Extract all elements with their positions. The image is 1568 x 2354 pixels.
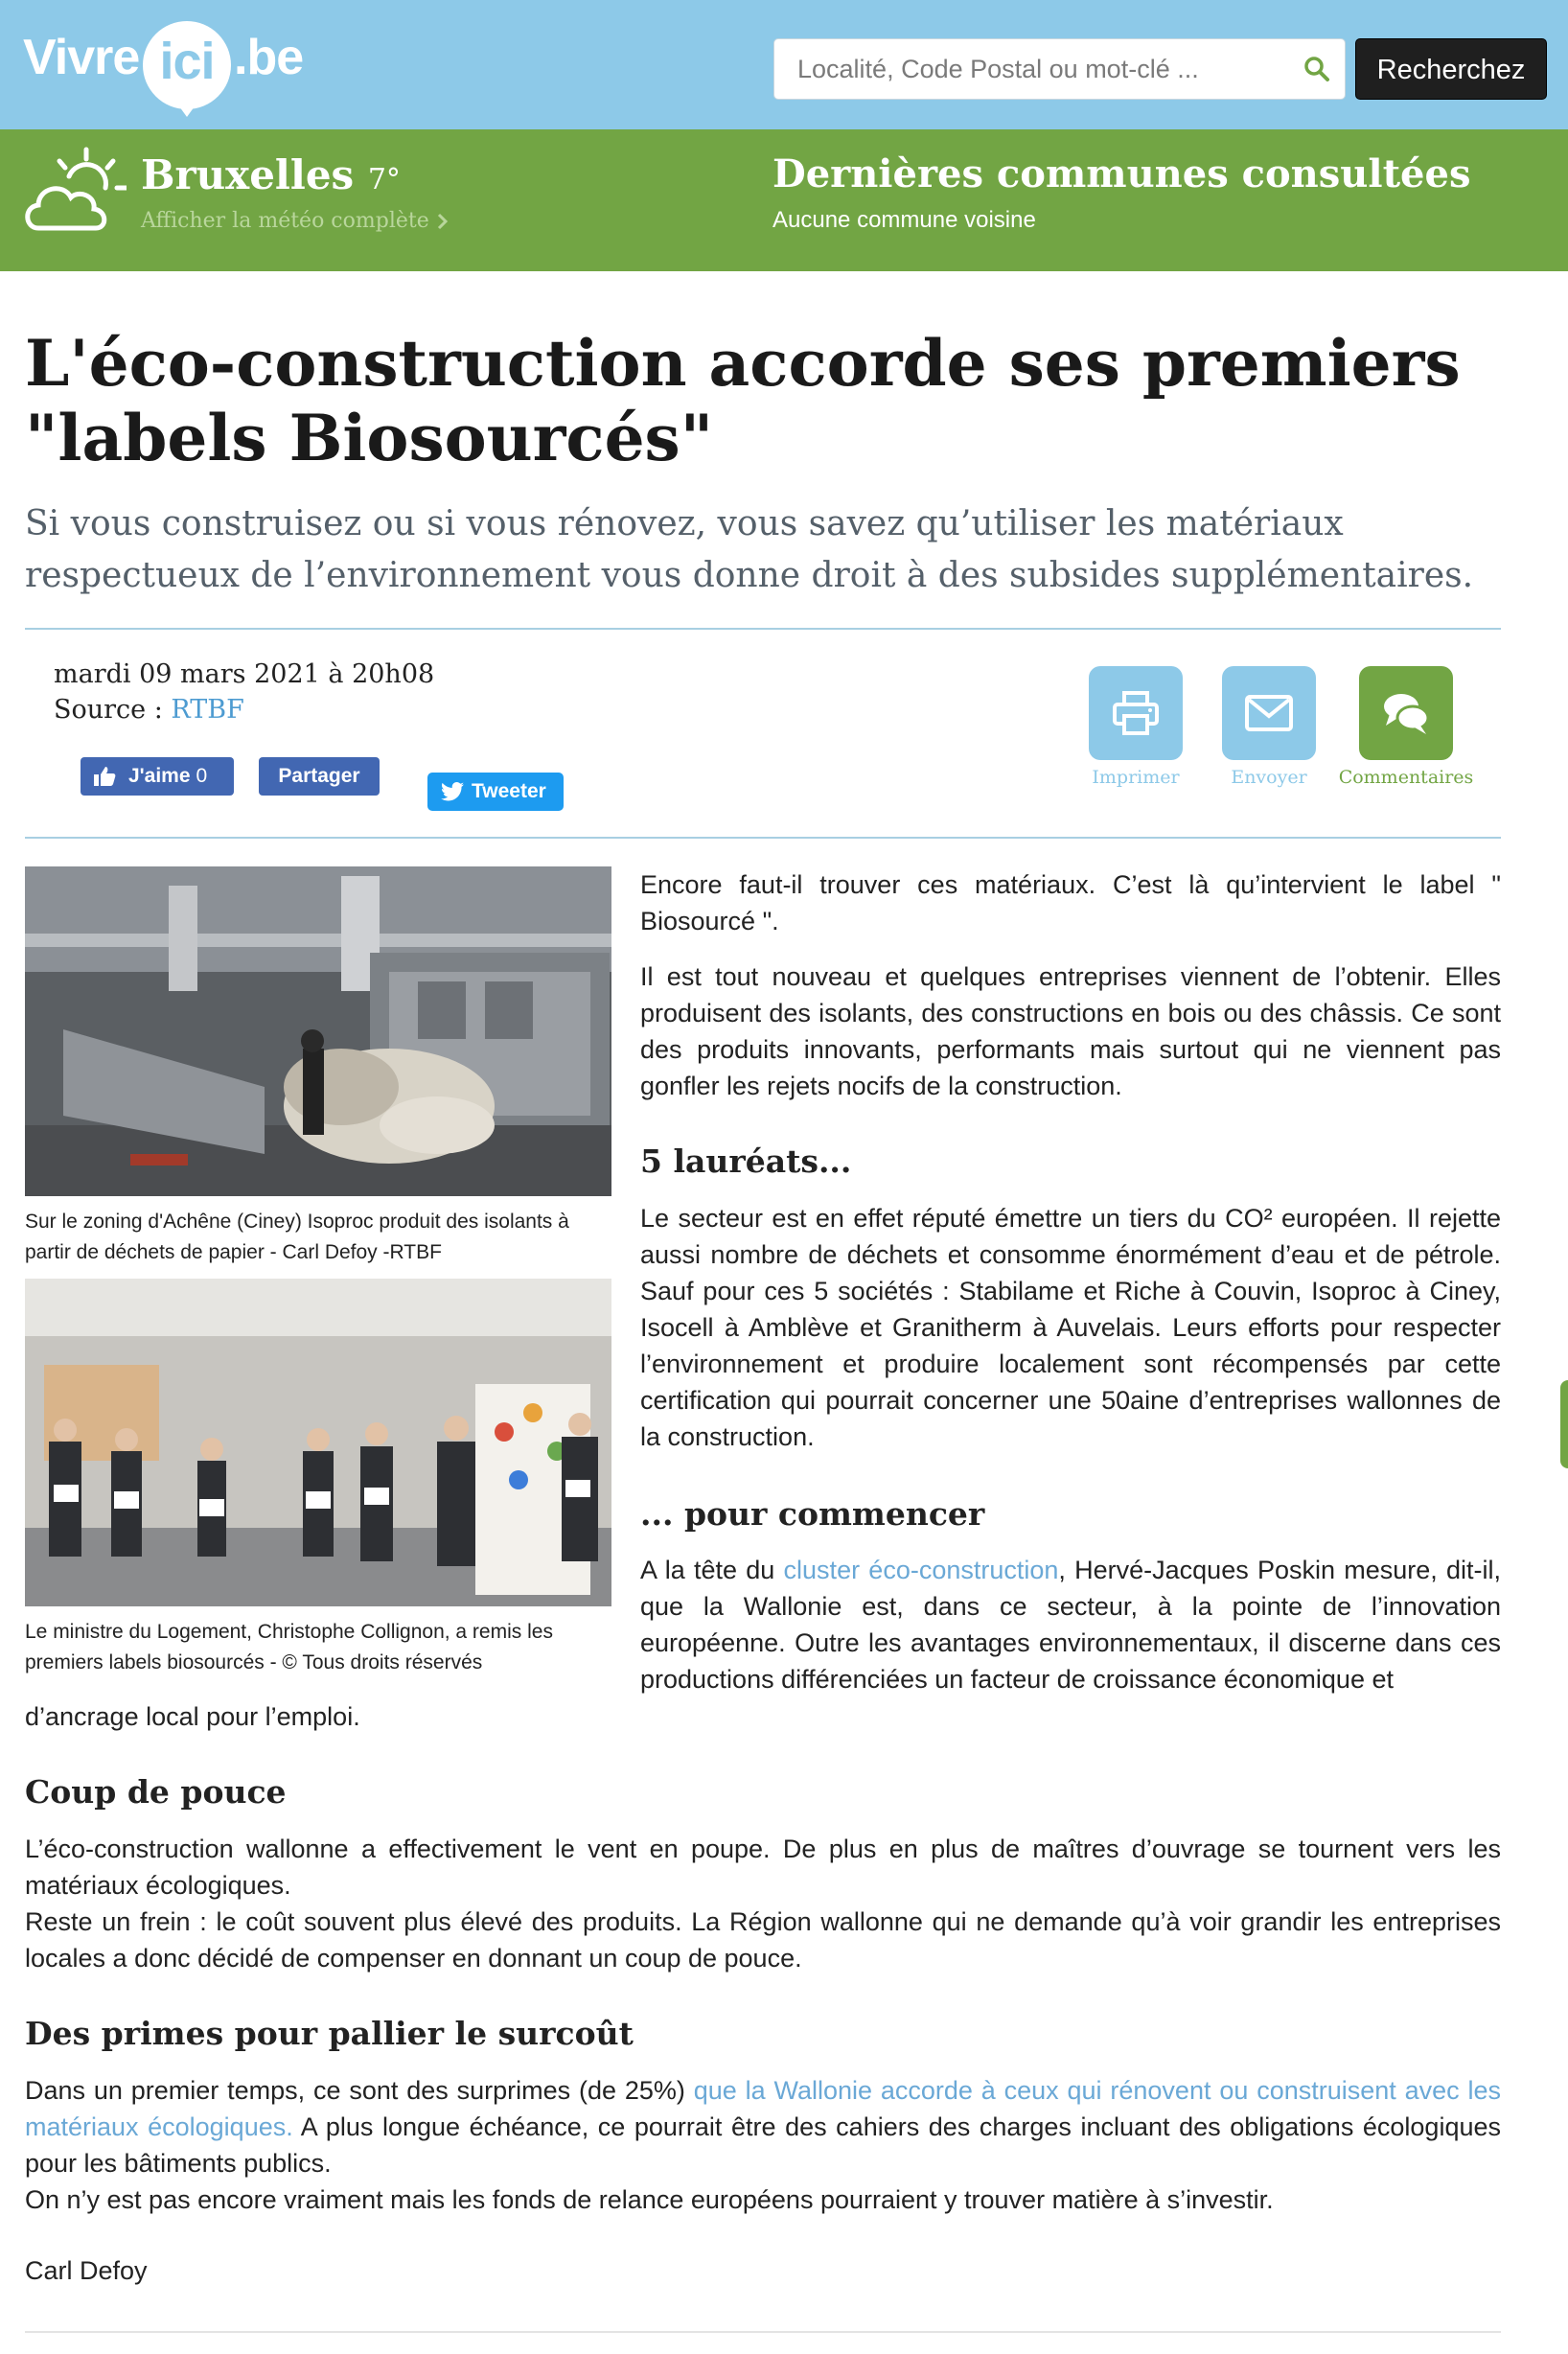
side-feedback-tab[interactable] bbox=[1560, 1380, 1568, 1468]
photo-award-ceremony[interactable] bbox=[25, 1279, 611, 1606]
print-button[interactable] bbox=[1089, 666, 1183, 760]
comments-label[interactable]: Commentaires bbox=[1338, 767, 1474, 788]
paragraph-1: Encore faut-il trouver ces matériaux. C’est là qu’intervient le label " Biosourcé ". bbox=[640, 870, 1501, 935]
figure-2 bbox=[25, 1279, 611, 1678]
p4-before: A la tête du bbox=[640, 1556, 784, 1584]
paragraph-6b: On n’y est pas encore vraiment mais les fonds de relance européens pourraient y trouver matière à s’investir. bbox=[25, 2185, 1274, 2214]
heading-pour-commencer: ... pour commencer bbox=[640, 1495, 985, 1533]
p4-after: , Hervé-Jacques Poskin mesure, dit-il, que la Wallonie est, dans ce secteur, à la pointe de l’innovation européenne. Outre les avantages environnementaux, il discerne dans ces productions différenciées un facteur de croissance économique et bbox=[640, 1556, 1501, 1694]
article-author: Carl Defoy bbox=[25, 2256, 148, 2285]
article-date: mardi 09 mars 2021 à 20h08 bbox=[54, 659, 435, 689]
send-button[interactable] bbox=[1222, 666, 1316, 760]
like-label: J'aime bbox=[128, 765, 191, 787]
article-title: L'éco-construction accorde ses premiers "labels Biosourcés" bbox=[25, 326, 1461, 475]
tweet-label: Tweeter bbox=[472, 780, 546, 802]
paragraph-3: Le secteur est en effet réputé émettre un tiers du CO² européen. Il rejette aussi nombre de déchets et consomme énormément d’eau et de pétrole. Sauf pour ces 5 sociétés : Stabilame et Riche à Couvin, Isoproc à Ciney, Isocell à Amblève et Granitherm à Auvelais. Leurs efforts pour respecter l’environnement et produire localement sont récompensés par cette certification qui pourrait concerner une 50aine d’entreprises wallonnes de la construction. bbox=[640, 1204, 1501, 1451]
cluster-eco-construction-link[interactable]: cluster éco-construction bbox=[783, 1556, 1059, 1584]
send-label[interactable]: Envoyer bbox=[1231, 767, 1307, 788]
search-input[interactable] bbox=[774, 39, 1273, 99]
logo-be: .be bbox=[234, 30, 304, 85]
article-lead: Si vous construisez ou si vous rénovez, vous savez qu’utiliser les matériaux respectueux de l’environnement vous donne droit à des subsides supplémentaires. bbox=[25, 504, 1474, 595]
meteo-link-label: Afficher la météo complète bbox=[141, 209, 429, 233]
p6-after: A plus longue échéance, ce pourrait être des cahiers des charges incluant des obligations écologiques pour les bâtiments publics. bbox=[25, 2112, 1501, 2178]
divider-top bbox=[25, 628, 1501, 630]
paragraph-5a: L’éco-construction wallonne a effectivement le vent en poupe. De plus en plus de maîtres d’ouvrage se tournent vers les matériaux écologiques. bbox=[25, 1835, 1501, 1900]
comments-icon bbox=[1382, 689, 1430, 737]
paragraph-6 bbox=[25, 2072, 1501, 2181]
p6-before: Dans un premier temps, ce sont des surprimes (de 25%) bbox=[25, 2076, 694, 2105]
figure-2-caption: Le ministre du Logement, Christophe Collignon, a remis les premiers labels biosourcés - © Tous droits réservés bbox=[25, 1621, 553, 1673]
twitter-bird-icon bbox=[441, 782, 464, 801]
meteo-link[interactable] bbox=[141, 209, 450, 233]
city-name: Bruxelles bbox=[141, 151, 355, 198]
source-link[interactable]: RTBF bbox=[171, 695, 244, 725]
figure-1 bbox=[25, 866, 611, 1268]
paragraph-5b: Reste un frein : le coût souvent plus élevé des produits. La Région wallonne qui ne demande qu’à voir grandir les entreprises locales a donc décidé de compenser en donnant un coup de pouce. bbox=[25, 1907, 1501, 1973]
logo-vivre: Vivre bbox=[23, 30, 140, 85]
temperature: 7° bbox=[367, 163, 401, 196]
like-count: 0 bbox=[196, 765, 208, 787]
recent-communes-title: Dernières communes consultées bbox=[772, 151, 1471, 196]
partly-cloudy-icon bbox=[21, 144, 127, 240]
search-box bbox=[773, 38, 1346, 100]
tweet-button[interactable] bbox=[427, 773, 564, 811]
figure-1-caption: Sur le zoning d'Achêne (Ciney) Isoproc produit des isolants à partir de déchets de papier - Carl Defoy -RTBF bbox=[25, 1211, 569, 1263]
article-source bbox=[54, 695, 244, 725]
heading-coup-de-pouce: Coup de pouce bbox=[25, 1773, 287, 1811]
photo-factory[interactable] bbox=[25, 866, 611, 1196]
source-label: Source : bbox=[54, 695, 163, 725]
printer-icon bbox=[1112, 689, 1160, 737]
divider-end bbox=[25, 2331, 1501, 2333]
chevron-right-icon bbox=[436, 212, 450, 231]
envelope-icon bbox=[1245, 689, 1293, 737]
thumbs-up-icon bbox=[93, 766, 116, 787]
logo-ici: ici bbox=[143, 21, 231, 109]
divider-bottom bbox=[25, 837, 1501, 839]
print-label[interactable]: Imprimer bbox=[1092, 767, 1180, 788]
paragraph-2: Il est tout nouveau et quelques entreprises viennent de l’obtenir. Elles produisent des isolants, des constructions en bois ou des châssis. Ce sont des produits innovants, performants mais surtout qui ne viennent pas gonfler les rejets nocifs de la construction. bbox=[640, 962, 1501, 1100]
weather-city bbox=[141, 151, 401, 198]
heading-primes: Des primes pour pallier le surcoût bbox=[25, 2015, 634, 2052]
paragraph-4-continued: d’ancrage local pour l’emploi. bbox=[25, 1702, 360, 1731]
logo-pin-icon bbox=[172, 96, 202, 117]
facebook-like-button[interactable] bbox=[81, 757, 234, 796]
paragraph-4 bbox=[640, 1552, 1501, 1697]
comments-button[interactable] bbox=[1359, 666, 1453, 760]
heading-laureats: 5 lauréats... bbox=[640, 1142, 852, 1180]
facebook-share-button[interactable]: Partager bbox=[259, 757, 380, 796]
search-button[interactable]: Recherchez bbox=[1355, 38, 1547, 100]
search-icon[interactable] bbox=[1303, 55, 1331, 83]
recent-communes-subtitle: Aucune commune voisine bbox=[772, 207, 1036, 233]
wallonie-primes-link[interactable]: que la Wallonie accorde à ceux qui rénovent ou construisent avec les matériaux écologiques. bbox=[25, 2076, 1502, 2141]
